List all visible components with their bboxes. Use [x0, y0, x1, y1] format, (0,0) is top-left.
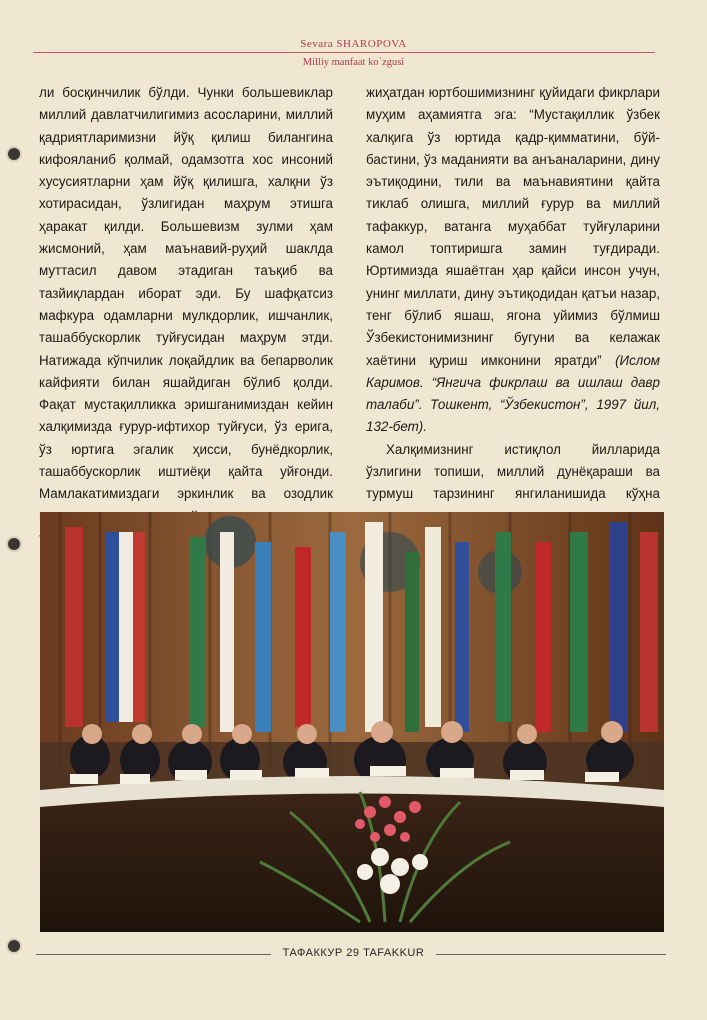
- binder-hole: [8, 538, 20, 550]
- right-paragraph: Халқимизнинг истиқлол йилларида ўзлигини топиши, миллий дунёқараши ва турмуш тарзининг янгиланишида кўҳна: [366, 441, 660, 502]
- quote-text: жиҳатдан юртбошимизнинг қуйидаги фикрлари муҳим аҳамиятга эга: “Мустақиллик ўзбек халқига ўз юртида қадр-қимматини, бўй-бастини, ўз маданияти ва анъаналарини, дину эътиқодини, тили ва маънавиятини қайта тиклаб олишга, миллий ғурур ва миллий тафаккур, ватанга муҳаббат туйғуларини камол топтиришга замин туғдиради. Юртимизда яшаётган ҳар қайси инсон учун, унинг миллати, дину эътиқодидан қатъи назар, тенг бўлиб яшаш, ягона уйимиз бўлмиш Ўзбекистонимизнинг бугуни ва келажак хаётини қуриш имконини яратди”: [366, 85, 660, 368]
- page-footer: [0, 945, 707, 965]
- binder-hole: [8, 148, 20, 160]
- footer-rule-right: [436, 954, 666, 955]
- quote-citation: (Ислом Каримов. “Янгича фикрлаш ва ишлаш давр талаби”. Тошкент, “Ўзбекистон”, 1997 йил, 132-бет).: [366, 352, 660, 435]
- footer-text: ТАФАККУР 29 TAFAKKUR: [282, 947, 425, 959]
- left-paragraph: ли босқинчилик бўлди. Чунки большевиклар миллий давлатчилигимиз асосларини, миллий қадриятларимизни йўқ қилиш билангина кифояланиб қолмай, одамзотга хос инсоний хусусиятларни ҳам йўқ қилишга, халқни ўз хотирасидан, ўзлигидан маҳрум этишга ҳаракат қилди. Большевизм зулми ҳам жисмоний, ҳам маънавий-руҳий шаклда муттасил давом этадиган таъқиб ва тазйиқлардан иборат эди. Бу шафқатсиз мафкура одамларни мулкдорлик, ишчанлик, ташаббускорлик туйғусидан маҳрум этди. Натижада кўпчилик лоқайдлик ва бепарволик кайфияти билан яшайдиган бўлиб қолди. Фақат мустақилликка эришганимиздан кейин халқимизда ғурур-ифтихор туйғуси, ўз ерига, ўз юртига эгалик ҳисси, бунёдкорлик, ташаббускорлик иштиёқи қайта уйғонди. Мамлакатимиздаги эркинлик ва озодлик: [39, 85, 333, 502]
- running-subtitle: Milliy manfaat ko`zgusi: [302, 57, 405, 68]
- running-header: [0, 38, 707, 50]
- conference-photo: [40, 512, 664, 932]
- quote-paragraph: [366, 82, 660, 439]
- author-name: Sevara SHAROPOVA: [300, 38, 407, 50]
- binder-hole: [8, 940, 20, 952]
- right-column: [366, 82, 660, 550]
- left-column: [39, 82, 333, 550]
- header-rule: [33, 52, 655, 53]
